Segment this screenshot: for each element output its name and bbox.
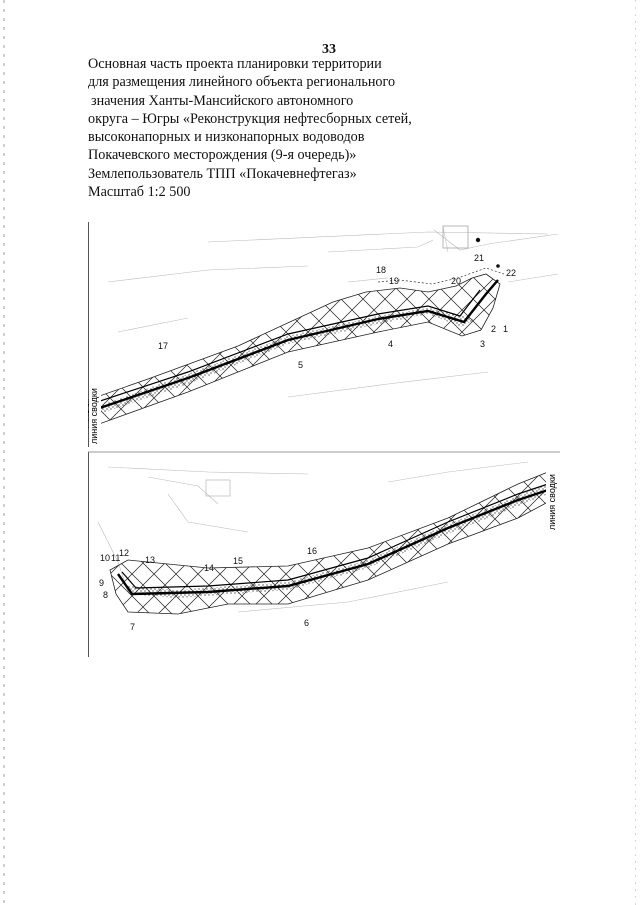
map-scale: Масштаб 1:2 500: [88, 184, 191, 201]
splice-line-label-lower: линия сводки: [547, 474, 557, 530]
heading-line: Основная часть проекта планировки территории: [88, 56, 382, 72]
splice-line-label-upper: линия сводки: [89, 388, 99, 444]
heading-line: высоконапорных и низконапорных водоводов: [88, 129, 365, 146]
heading-line: округа – Югры «Реконструкция нефтесборных сетей,: [88, 110, 412, 127]
point-label: 6: [304, 618, 310, 628]
point-label: 22: [506, 268, 517, 278]
point-label: 17: [158, 341, 169, 351]
point-label: 14: [204, 563, 215, 573]
scan-edge-left: [3, 0, 5, 905]
heading-line: значения Ханты-Мансийского автономного: [91, 92, 354, 109]
point-label: 21: [474, 253, 485, 263]
point-label: 18: [376, 265, 387, 275]
point-label: 20: [451, 276, 462, 286]
point-label: 8: [103, 590, 109, 600]
heading-line: для размещения линейного объекта регионального: [88, 74, 396, 91]
point-label: 15: [233, 556, 244, 566]
point-label: 10: [100, 553, 111, 563]
landmark-dot: [476, 238, 480, 242]
point-label: 12: [119, 548, 130, 558]
point-label: 1: [503, 324, 509, 334]
point-label: 13: [145, 555, 156, 565]
page-number: 33: [322, 42, 336, 57]
scan-edge-right: [635, 0, 636, 905]
point-label: 7: [130, 622, 136, 632]
point-label: 11: [111, 553, 121, 563]
point-label: 4: [388, 339, 394, 349]
planning-map: [88, 222, 560, 657]
point-label: 9: [99, 578, 105, 588]
point-label: 16: [307, 546, 318, 556]
point-label: 19: [389, 276, 400, 286]
heading-line: Покачевского месторождения (9-я очередь)»: [88, 147, 357, 164]
point-label: 5: [298, 360, 304, 370]
point-label: 2: [491, 324, 497, 334]
point-label: 3: [480, 339, 486, 349]
document-heading: [88, 55, 468, 201]
heading-line: Землепользователь ТПП «Покачевнефтегаз»: [88, 165, 357, 182]
landmark-dot: [496, 264, 500, 268]
